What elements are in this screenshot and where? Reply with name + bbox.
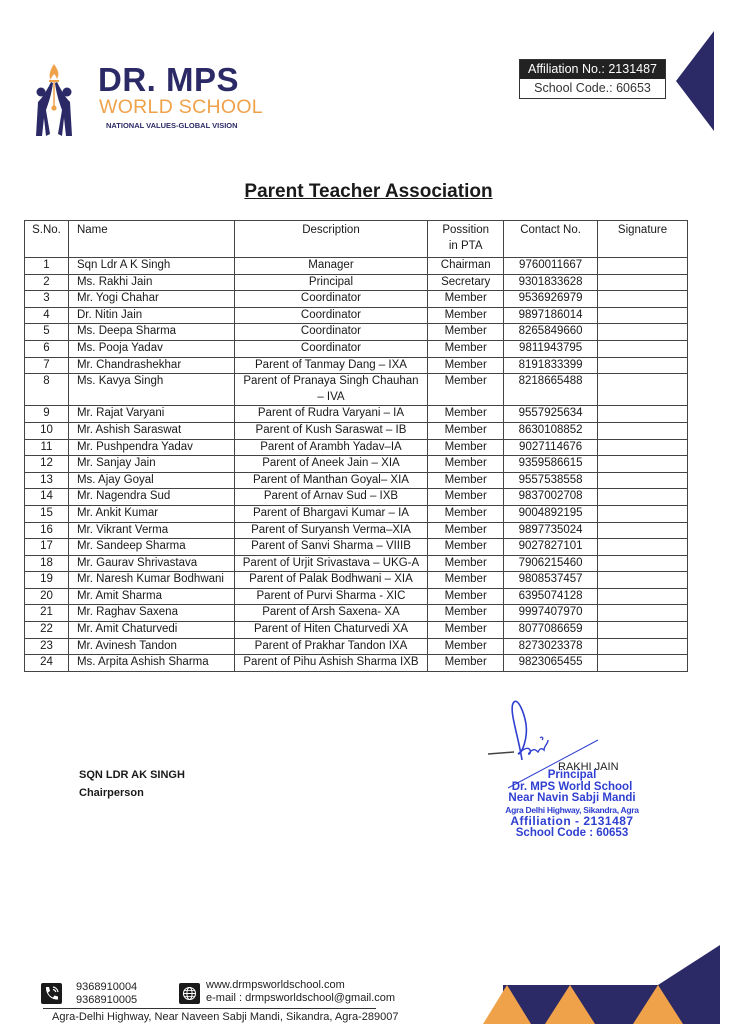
cell-sno: 10: [25, 422, 69, 439]
table-row: [25, 489, 688, 506]
cell-position: Member: [428, 472, 504, 489]
cell-signature: [598, 274, 688, 291]
table-row: [25, 505, 688, 522]
table-row: [25, 374, 688, 406]
cell-description: Parent of Suryansh Verma–XIA: [234, 522, 428, 539]
cell-contact: 8191833399: [504, 357, 598, 374]
cell-position: Member: [428, 505, 504, 522]
cell-signature: [598, 505, 688, 522]
cell-signature: [598, 406, 688, 423]
cell-signature: [598, 655, 688, 672]
table-row: [25, 588, 688, 605]
cell-sno: 21: [25, 605, 69, 622]
column-header-contact: Contact No.: [504, 221, 598, 258]
cell-description: Parent of Purvi Sharma - XIC: [234, 588, 428, 605]
cell-position: Member: [428, 655, 504, 672]
cell-contact: 8218665488: [504, 374, 598, 406]
cell-contact: 9997407970: [504, 605, 598, 622]
cell-position: Member: [428, 572, 504, 589]
cell-contact: 8265849660: [504, 324, 598, 341]
cell-description: Parent of Tanmay Dang – IXA: [234, 357, 428, 374]
cell-sno: 12: [25, 456, 69, 473]
cell-signature: [598, 622, 688, 639]
cell-position: Member: [428, 291, 504, 308]
cell-signature: [598, 472, 688, 489]
cell-signature: [598, 291, 688, 308]
cell-name: Ms. Deepa Sharma: [68, 324, 234, 341]
cell-sno: 4: [25, 307, 69, 324]
cell-name: Mr. Sanjay Jain: [68, 456, 234, 473]
cell-position: Member: [428, 439, 504, 456]
cell-contact: 9897735024: [504, 522, 598, 539]
cell-description: Parent of Kush Saraswat – IB: [234, 422, 428, 439]
cell-sno: 7: [25, 357, 69, 374]
cell-position: Member: [428, 307, 504, 324]
cell-position: Member: [428, 522, 504, 539]
cell-contact: 8273023378: [504, 638, 598, 655]
table-row: [25, 324, 688, 341]
phone-number: 9368910005: [76, 994, 138, 1006]
school-tagline: NATIONAL VALUES-GLOBAL VISION: [106, 121, 238, 130]
cell-position: Member: [428, 638, 504, 655]
cell-sno: 3: [25, 291, 69, 308]
principal-signed-name: RAKHI JAIN: [558, 761, 619, 773]
cell-contact: 9004892195: [504, 505, 598, 522]
globe-icon: [179, 983, 200, 1004]
cell-sno: 2: [25, 274, 69, 291]
cell-sno: 24: [25, 655, 69, 672]
cell-position: Member: [428, 324, 504, 341]
cell-description: Parent of Palak Bodhwani – XIA: [234, 572, 428, 589]
cell-sno: 16: [25, 522, 69, 539]
cell-description: Parent of Aneek Jain – XIA: [234, 456, 428, 473]
table-row: [25, 605, 688, 622]
table-row: [25, 572, 688, 589]
table-body: [25, 258, 688, 672]
cell-sno: 6: [25, 340, 69, 357]
cell-sno: 9: [25, 406, 69, 423]
cell-contact: 7906215460: [504, 555, 598, 572]
table-header-row: [25, 221, 688, 258]
cell-sno: 18: [25, 555, 69, 572]
column-header-description: Description: [234, 221, 428, 258]
cell-sno: 22: [25, 622, 69, 639]
cell-description: Coordinator: [234, 307, 428, 324]
cell-sno: 14: [25, 489, 69, 506]
phone-number: 9368910004: [76, 981, 138, 993]
cell-name: Mr. Vikrant Verma: [68, 522, 234, 539]
school-subtitle: WORLD SCHOOL: [99, 96, 263, 118]
cell-description: Parent of Rudra Varyani – IA: [234, 406, 428, 423]
cell-signature: [598, 422, 688, 439]
cell-name: Mr. Nagendra Sud: [68, 489, 234, 506]
cell-name: Mr. Avinesh Tandon: [68, 638, 234, 655]
cell-position: Member: [428, 539, 504, 556]
cell-signature: [598, 357, 688, 374]
cell-signature: [598, 588, 688, 605]
cell-name: Mr. Chandrashekhar: [68, 357, 234, 374]
footer-divider: [43, 1008, 376, 1009]
table-row: [25, 274, 688, 291]
cell-name: Mr. Amit Chaturvedi: [68, 622, 234, 639]
cell-signature: [598, 307, 688, 324]
cell-sno: 17: [25, 539, 69, 556]
page-title: Parent Teacher Association: [244, 181, 493, 202]
cell-contact: 9811943795: [504, 340, 598, 357]
cell-description: Coordinator: [234, 291, 428, 308]
table-row: [25, 539, 688, 556]
cell-signature: [598, 258, 688, 275]
chairperson-role: Chairperson: [79, 787, 144, 799]
column-header-signature: Signature: [598, 221, 688, 258]
footer-phones: [76, 981, 137, 1007]
cell-position: Member: [428, 422, 504, 439]
cell-contact: 9359586615: [504, 456, 598, 473]
principal-stamp: Principal Dr. MPS World School Near Navin Sabji Mandi Agra Delhi Highway, Sikandra, Agra Affiliation - 2131487 School Code : 60653: [505, 769, 639, 839]
cell-description: Coordinator: [234, 340, 428, 357]
cell-name: Ms. Arpita Ashish Sharma: [68, 655, 234, 672]
table-row: [25, 406, 688, 423]
affiliation-number: Affiliation No.: 2131487: [520, 60, 665, 79]
cell-contact: 8630108852: [504, 422, 598, 439]
school-logo-icon: [34, 62, 74, 138]
table-row: [25, 655, 688, 672]
cell-name: Mr. Gaurav Shrivastava: [68, 555, 234, 572]
cell-sno: 5: [25, 324, 69, 341]
cell-description: Parent of Arsh Saxena- XA: [234, 605, 428, 622]
cell-signature: [598, 522, 688, 539]
cell-name: Mr. Ashish Saraswat: [68, 422, 234, 439]
table-row: [25, 555, 688, 572]
cell-position: Member: [428, 340, 504, 357]
affiliation-box: [519, 59, 666, 99]
cell-name: Mr. Ankit Kumar: [68, 505, 234, 522]
cell-name: Mr. Pushpendra Yadav: [68, 439, 234, 456]
cell-position: Member: [428, 406, 504, 423]
cell-description: Parent of Sanvi Sharma – VIIIB: [234, 539, 428, 556]
cell-position: Member: [428, 456, 504, 473]
chairperson-block: [79, 766, 185, 802]
cell-signature: [598, 539, 688, 556]
cell-name: Ms. Pooja Yadav: [68, 340, 234, 357]
table-row: [25, 258, 688, 275]
cell-signature: [598, 439, 688, 456]
cell-signature: [598, 374, 688, 406]
cell-signature: [598, 555, 688, 572]
cell-sno: 8: [25, 374, 69, 406]
cell-contact: 9760011667: [504, 258, 598, 275]
school-code: School Code.: 60653: [520, 79, 665, 98]
cell-contact: 9027827101: [504, 539, 598, 556]
cell-signature: [598, 572, 688, 589]
cell-name: Mr. Rajat Varyani: [68, 406, 234, 423]
cell-contact: 9557538558: [504, 472, 598, 489]
cell-description: Parent of Hiten Chaturvedi XA: [234, 622, 428, 639]
corner-triangle-decoration: [676, 31, 714, 131]
cell-contact: 9823065455: [504, 655, 598, 672]
cell-description: Parent of Manthan Goyal– XIA: [234, 472, 428, 489]
cell-position: Member: [428, 374, 504, 406]
cell-sno: 19: [25, 572, 69, 589]
cell-position: Member: [428, 357, 504, 374]
cell-description: Coordinator: [234, 324, 428, 341]
school-name: DR. MPS: [98, 61, 240, 98]
cell-name: Mr. Raghav Saxena: [68, 605, 234, 622]
cell-position: Member: [428, 588, 504, 605]
table-row: [25, 638, 688, 655]
cell-contact: 9027114676: [504, 439, 598, 456]
cell-description: Manager: [234, 258, 428, 275]
cell-contact: 9837002708: [504, 489, 598, 506]
table-row: [25, 522, 688, 539]
cell-sno: 1: [25, 258, 69, 275]
column-header-sno: S.No.: [25, 221, 69, 258]
cell-signature: [598, 456, 688, 473]
column-header-position: Possition in PTA: [428, 221, 504, 258]
cell-description: Parent of Arnav Sud – IXB: [234, 489, 428, 506]
table-row: [25, 622, 688, 639]
cell-description: Parent of Pranaya Singh Chauhan – IVA: [234, 374, 428, 406]
table-row: [25, 456, 688, 473]
table-row: [25, 422, 688, 439]
cell-name: Ms. Kavya Singh: [68, 374, 234, 406]
cell-position: Chairman: [428, 258, 504, 275]
table-row: [25, 439, 688, 456]
table-row: [25, 357, 688, 374]
pta-members-table: [24, 220, 688, 672]
cell-contact: 9301833628: [504, 274, 598, 291]
table-row: [25, 340, 688, 357]
cell-description: Parent of Arambh Yadav–IA: [234, 439, 428, 456]
cell-signature: [598, 324, 688, 341]
cell-name: Mr. Sandeep Sharma: [68, 539, 234, 556]
cell-contact: 9557925634: [504, 406, 598, 423]
cell-name: Ms. Rakhi Jain: [68, 274, 234, 291]
cell-description: Parent of Pihu Ashish Sharma IXB: [234, 655, 428, 672]
cell-description: Principal: [234, 274, 428, 291]
cell-contact: 9536926979: [504, 291, 598, 308]
cell-sno: 20: [25, 588, 69, 605]
cell-signature: [598, 638, 688, 655]
cell-name: Dr. Nitin Jain: [68, 307, 234, 324]
cell-description: Parent of Bhargavi Kumar – IA: [234, 505, 428, 522]
cell-sno: 23: [25, 638, 69, 655]
cell-position: Member: [428, 622, 504, 639]
cell-contact: 9808537457: [504, 572, 598, 589]
cell-name: Mr. Yogi Chahar: [68, 291, 234, 308]
footer-address: Agra-Delhi Highway, Near Naveen Sabji Mandi, Sikandra, Agra-289007: [52, 1011, 399, 1023]
footer-triangle-band-decoration: [483, 945, 720, 1024]
cell-name: Mr. Amit Sharma: [68, 588, 234, 605]
cell-position: Member: [428, 489, 504, 506]
email-link[interactable]: e-mail : drmpsworldschool@gmail.com: [206, 992, 396, 1004]
cell-signature: [598, 340, 688, 357]
table-row: [25, 472, 688, 489]
cell-contact: 8077086659: [504, 622, 598, 639]
cell-signature: [598, 605, 688, 622]
cell-position: Secretary: [428, 274, 504, 291]
cell-contact: 9897186014: [504, 307, 598, 324]
table-row: [25, 307, 688, 324]
cell-name: Ms. Ajay Goyal: [68, 472, 234, 489]
cell-name: Mr. Naresh Kumar Bodhwani: [68, 572, 234, 589]
cell-position: Member: [428, 605, 504, 622]
column-header-name: Name: [68, 221, 234, 258]
website-link[interactable]: www.drmpsworldschool.com: [206, 979, 345, 991]
cell-signature: [598, 489, 688, 506]
table-row: [25, 291, 688, 308]
cell-sno: 13: [25, 472, 69, 489]
phone-icon: [41, 983, 62, 1004]
cell-sno: 15: [25, 505, 69, 522]
cell-position: Member: [428, 555, 504, 572]
cell-name: Sqn Ldr A K Singh: [68, 258, 234, 275]
cell-contact: 6395074128: [504, 588, 598, 605]
chairperson-name: SQN LDR AK SINGH: [79, 769, 185, 781]
cell-description: Parent of Urjit Srivastava – UKG-A: [234, 555, 428, 572]
footer-web: [206, 979, 395, 1005]
cell-description: Parent of Prakhar Tandon IXA: [234, 638, 428, 655]
cell-sno: 11: [25, 439, 69, 456]
